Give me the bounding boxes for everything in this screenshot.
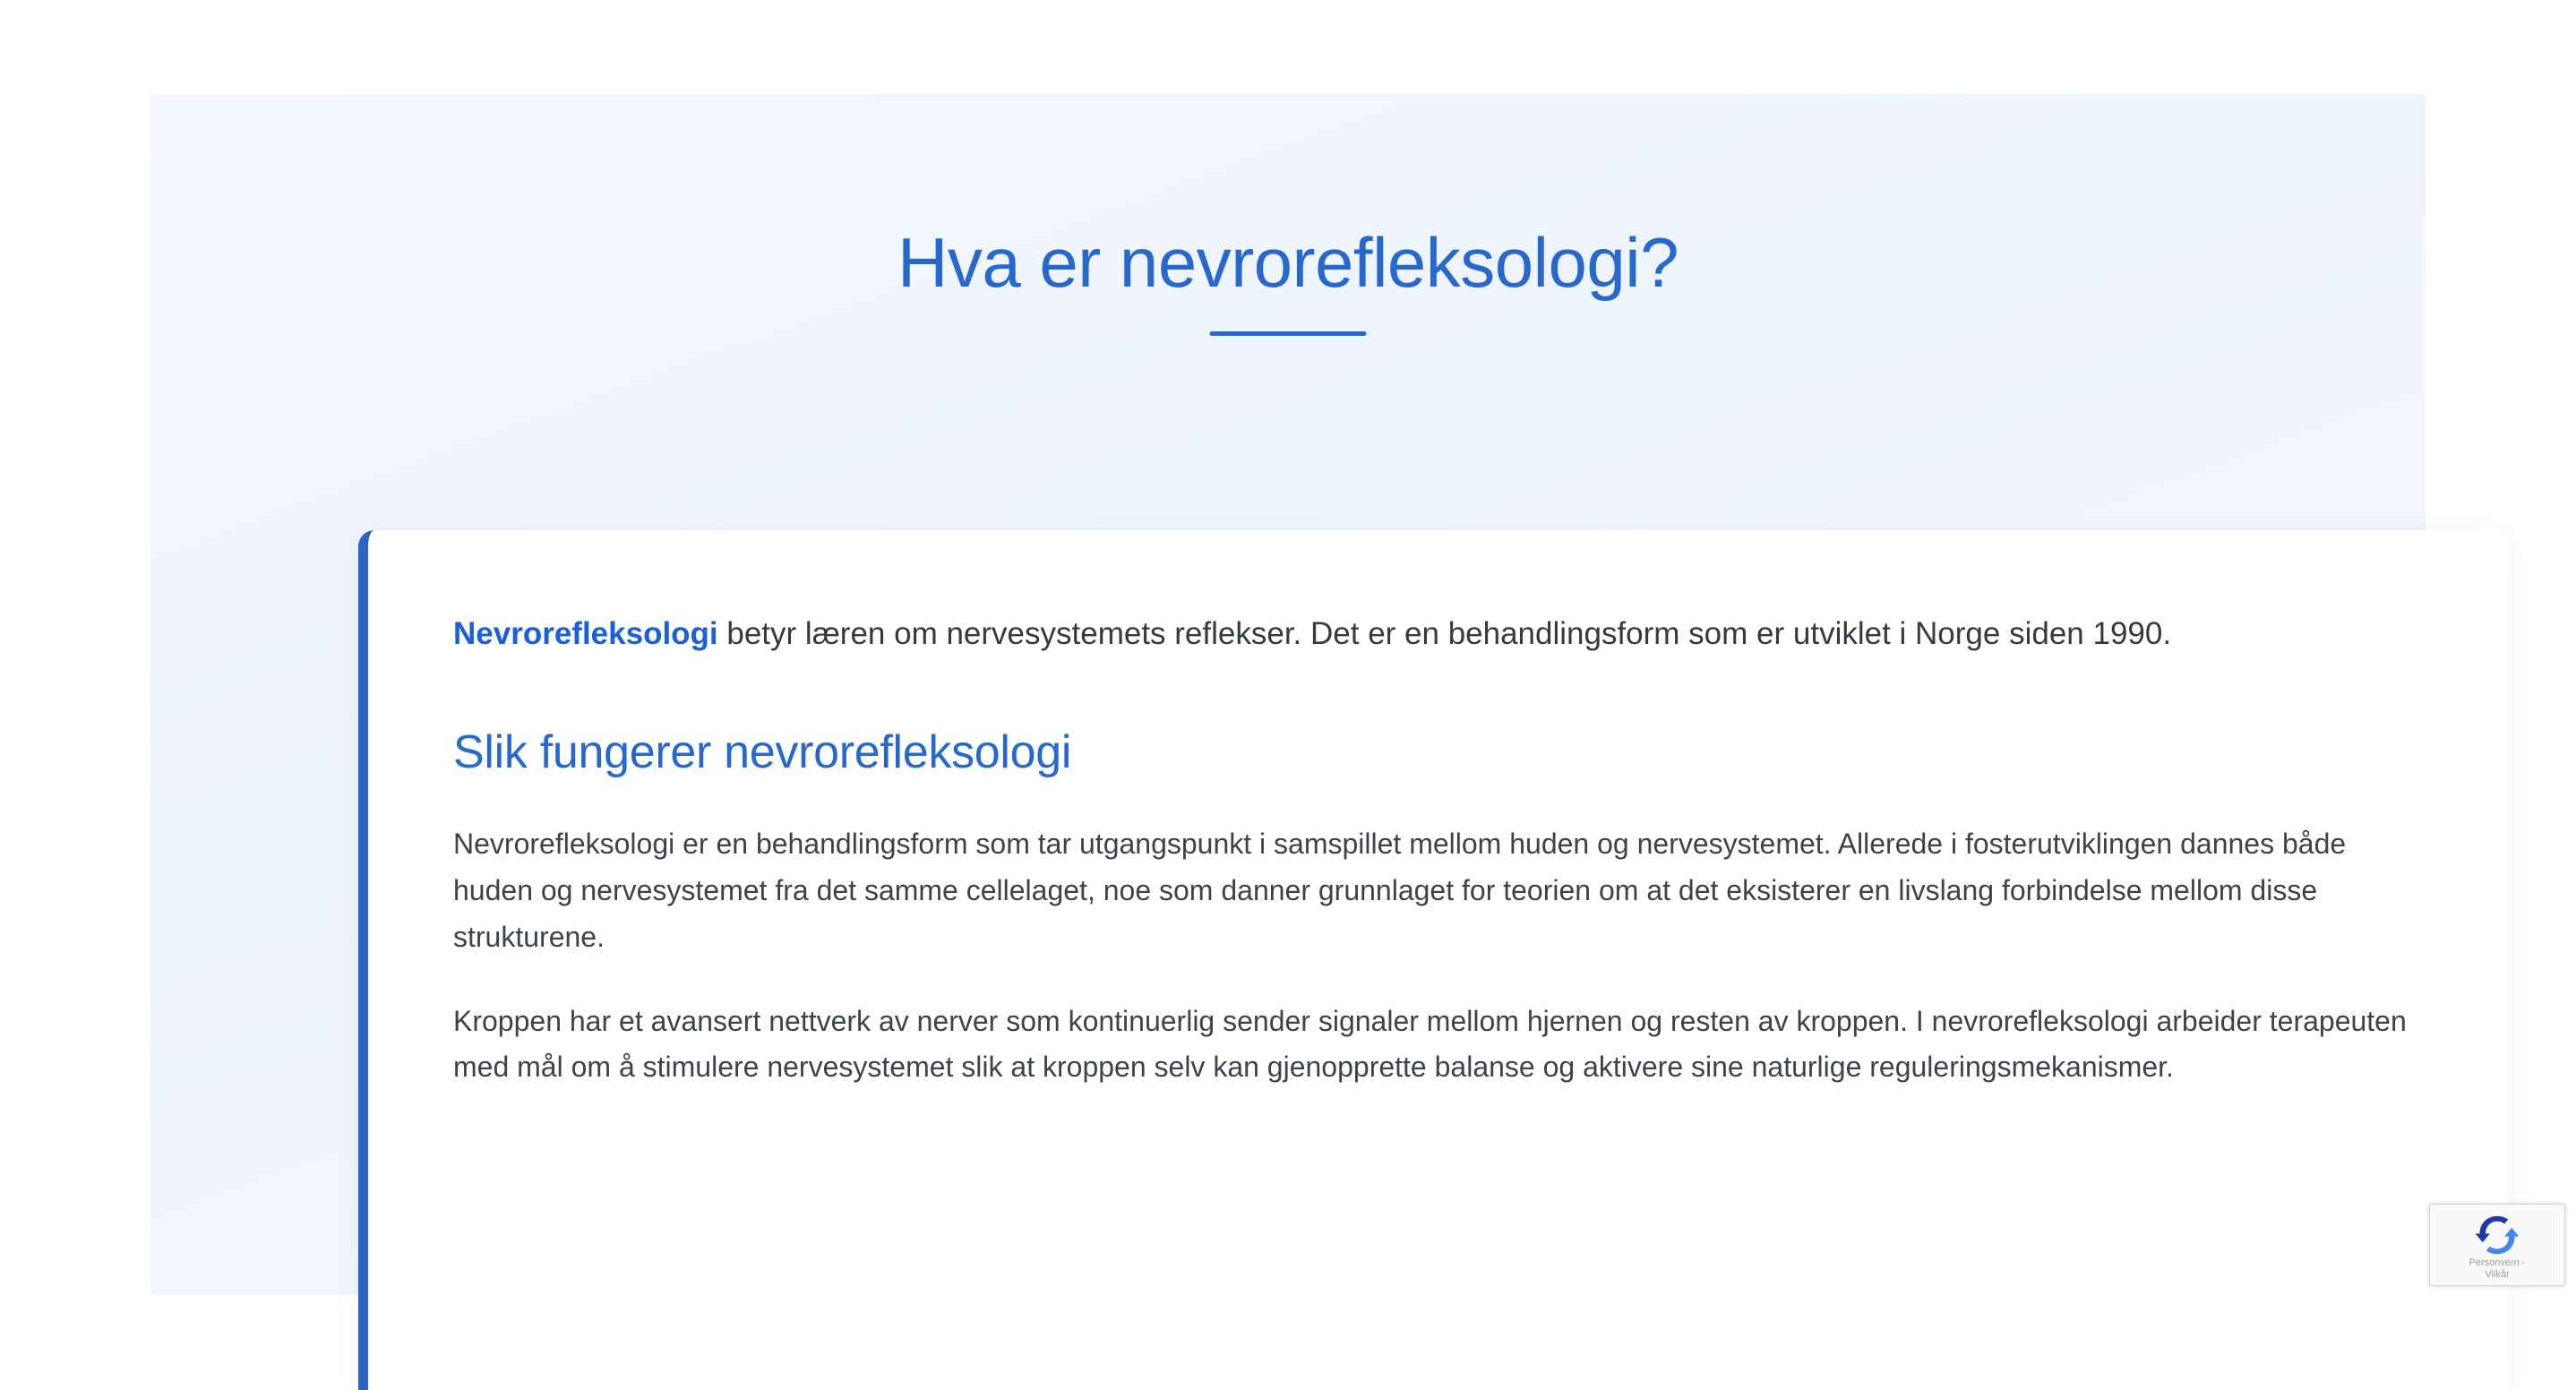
- content-card: [358, 530, 2508, 1390]
- recaptcha-label: [2430, 1257, 2564, 1283]
- lead-rest: betyr læren om nervesystemets reflekser. Det er en behandlingsform som er utviklet i Norge siden 1990.: [717, 616, 2172, 651]
- content-card-inner: [453, 530, 2419, 1091]
- body-paragraph-2: Kroppen har et avansert nettverk av nerver som kontinuerlig sender signaler mellom hjernen og resten av kroppen. I nevrorefleksologi arbeider terapeuten med mål om å stimulere nervesystemet slik at kroppen selv kan gjenopprette balanse og aktivere sine naturlige reguleringsmekanismer.: [453, 1004, 2407, 1084]
- recaptcha-badge[interactable]: [2429, 1204, 2565, 1286]
- section-subheading: Slik fungerer nevrorefleksologi: [453, 725, 1072, 778]
- intro-section-panel: [150, 94, 2426, 1295]
- recaptcha-privacy-label[interactable]: Personvern -: [2469, 1257, 2526, 1268]
- page-top-strip: [0, 0, 2576, 94]
- body-paragraph-1: Nevrorefleksologi er en behandlingsform som tar utgangspunkt i samspillet mellom huden og nervesystemet. Allerede i fosterutviklingen dannes både huden og nervesystemet fra det samme cellelaget, noe som danner grunnlaget for teorien om at det eksisterer en livslang forbindelse mellom disse strukturene.: [453, 828, 2347, 953]
- lead-term: Nevrorefleksologi: [453, 616, 718, 651]
- lead-paragraph: [453, 530, 2419, 660]
- recaptcha-terms-label[interactable]: Vilkår: [2485, 1269, 2510, 1281]
- page-title: Hva er nevrorefleksologi?: [897, 223, 1679, 303]
- recaptcha-icon: [2474, 1212, 2520, 1258]
- title-underline-divider: [1210, 331, 1367, 336]
